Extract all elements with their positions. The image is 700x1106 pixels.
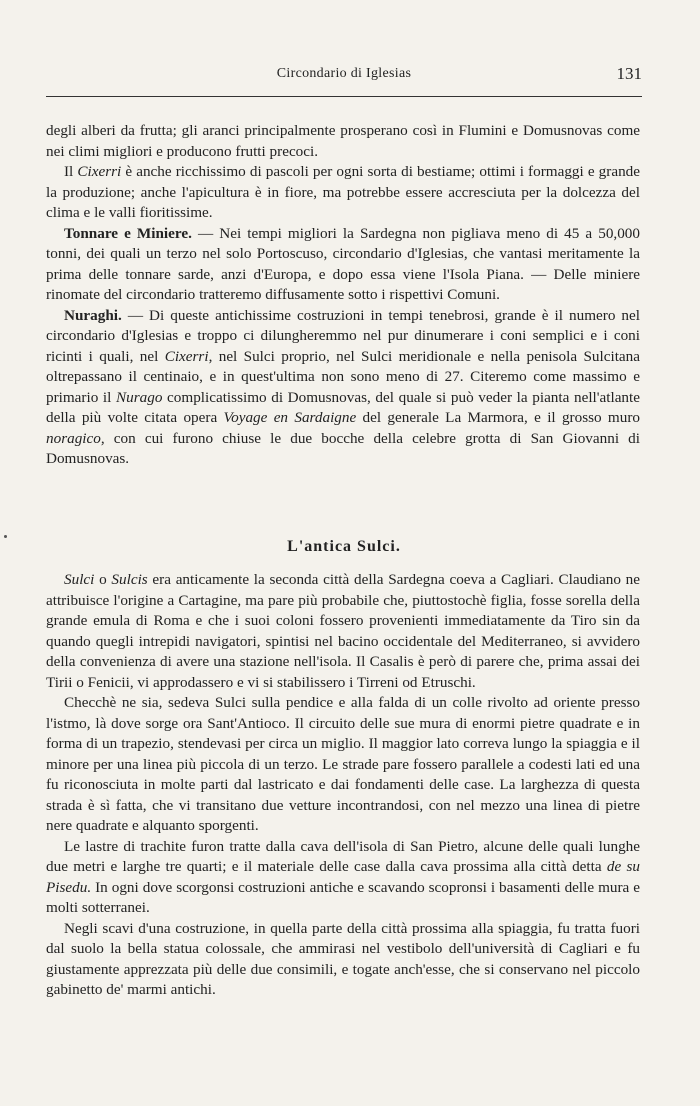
emphasis-cixerri: Cixerri <box>164 347 209 365</box>
page-header <box>46 64 642 88</box>
paragraph-tonnare <box>46 224 640 306</box>
paragraph-text: Il <box>64 163 78 180</box>
paragraph-text: o <box>94 571 112 588</box>
emphasis-sulci: Sulci <box>64 571 95 588</box>
paragraph-text: è anche ricchissimo di pascoli per ogni sorta di bestiame; ottimi i formaggi e grande la produzione; anche l'apicultura è in fiore, ma potrebbe essere accresciuta per la dolcezza del clima e le valli fioritissime. <box>46 163 641 221</box>
paragraph-text: degli alberi da frutta; gli aranci principalmente prosperano così in Flumini e Domusnovas come nei climi migliori e producono frutti precoci. <box>46 122 640 160</box>
paragraph-text: Le lastre di trachite furon tratte dalla cava dell'isola di San Pietro, alcune delle quali lunghe due metri e larghe tre quarti; e il materiale delle case dalla cava prossima alla città detta <box>46 837 640 875</box>
paragraph-statue <box>46 919 640 1001</box>
margin-mark <box>4 535 7 538</box>
paragraph-sulci-walls <box>46 693 640 837</box>
paragraph-text: In ogni dove scorgonsi costruzioni antiche e scavando scopronsi i basamenti delle mura e molti sotterranei. <box>46 878 640 916</box>
paragraph-text: Checchè ne sia, sedeva Sulci sulla pendice e alla falda di un colle rivolto ad oriente presso l'istmo, là dove sorge ora Sant'Antioco. Il circuito delle sue mura di enormi pietre quadrate e in forma di un trapezio, stendevasi per circa un miglio. Il maggior lato correva lungo la spiaggia e il minore per una linea più piccola di un terzo. Le strade pare fossero parallele a codesti lati ed una fu riconosciuta in molte parti dal lastricato e dai fondamenti delle case. La larghezza di questa strada è sì fatta, che vi transitano due vetture incontrandosi, con nel mezzo una linea di pietre nere quadrate e alquanto sporgenti. <box>46 694 640 834</box>
paragraph-nuraghi <box>46 306 640 470</box>
emphasis-book-title: Voyage en Sardaigne <box>223 409 357 426</box>
emphasis-noragico: noragico <box>46 429 101 447</box>
paragraph-text: , nel Sulci proprio, nel Sulci meridionale e nella penisola Sulcitana oltrepassano il centinaio, e in quest'ultima non sono meno di 27. Citeremo come massimo e primario il <box>46 347 640 406</box>
paragraph-text: , con cui furono chiuse le due bocche della celebre grotta di San Giovanni di Domusnovas. <box>46 429 640 467</box>
text-block-upper <box>46 121 640 470</box>
section-title: L'antica Sulci. <box>287 538 401 555</box>
paragraph-lead: Nuraghi. <box>64 306 122 324</box>
paragraph-lead: Tonnare e Miniere. <box>64 224 192 242</box>
paragraph-continuation <box>46 121 640 162</box>
paragraph-text: Negli scavi d'una costruzione, in quella parte della città prossima alla spiaggia, fu tratta fuori dal suolo la bella statua colossale, che ammirasi nel vestibolo dell'università di Cagliari e fu giustamente apprezzata più delle due consimili, e togate anch'esse, che si conservano nel piccolo gabinetto de' marmi antichi. <box>46 919 640 998</box>
emphasis-sulcis: Sulcis <box>111 571 148 588</box>
paragraph-sulci-origin <box>46 570 640 693</box>
paragraph-text: complicatissimo di Domusnovas, del quale si può veder la pianta nell'atlante della più volte citata opera <box>46 388 640 426</box>
text-block-lower <box>46 570 640 1001</box>
emphasis-pisedu: de su Pisedu. <box>46 858 641 896</box>
paragraph-text: — Di queste antichissime costruzioni in tempi tenebrosi, grande è il numero nel circondario d'Iglesias e troppo ci dilungheremmo nel pur dinumerare i coni semplici e i coni ricinti i quali, nel <box>46 306 640 365</box>
header-rule <box>46 96 642 97</box>
emphasis-nurago: Nurago <box>116 388 163 406</box>
paragraph-trachite <box>46 837 640 919</box>
paragraph-cixerri <box>46 162 640 224</box>
emphasis-cixerri: Cixerri <box>77 163 122 180</box>
running-title: Circondario di Iglesias <box>276 66 412 81</box>
paragraph-text: del generale La Marmora, e il grosso muro <box>356 409 640 426</box>
paragraph-text: era anticamente la seconda città della Sardegna coeva a Cagliari. Claudiano ne attribuisce l'origine a Cartagine, ma pare più probabile che, piuttostochè figlia, fosse sorella della grande emula di Roma e che i suoi coloni fossero provenienti immediatamente da Tiro sin da quando quegli intrepidi navigatori, spintisi nel bacino occidentale del Mediterraneo, si avvidero della convenienza di avere una stazione nell'isola. Il Casalis è però di parere che, prima assai dei Tirii o Fenicii, vi approdassero e vi si stabilissero i Tirreni od Etruschi. <box>46 571 640 691</box>
page-number: 131 <box>616 64 642 83</box>
paragraph-text: — Nei tempi migliori la Sardegna non pigliava meno di 45 a 50,000 tonni, dei quali un terzo nel solo Portoscuso, circondario d'Iglesias, che vantasi meritamente la prima delle tonnare sarde, anzi d'Europa, e dopo essa viene l'Isola Piana. — Delle miniere rinomate del circondario tratteremo diffusamente sotto i rispettivi Comuni. <box>46 224 640 303</box>
